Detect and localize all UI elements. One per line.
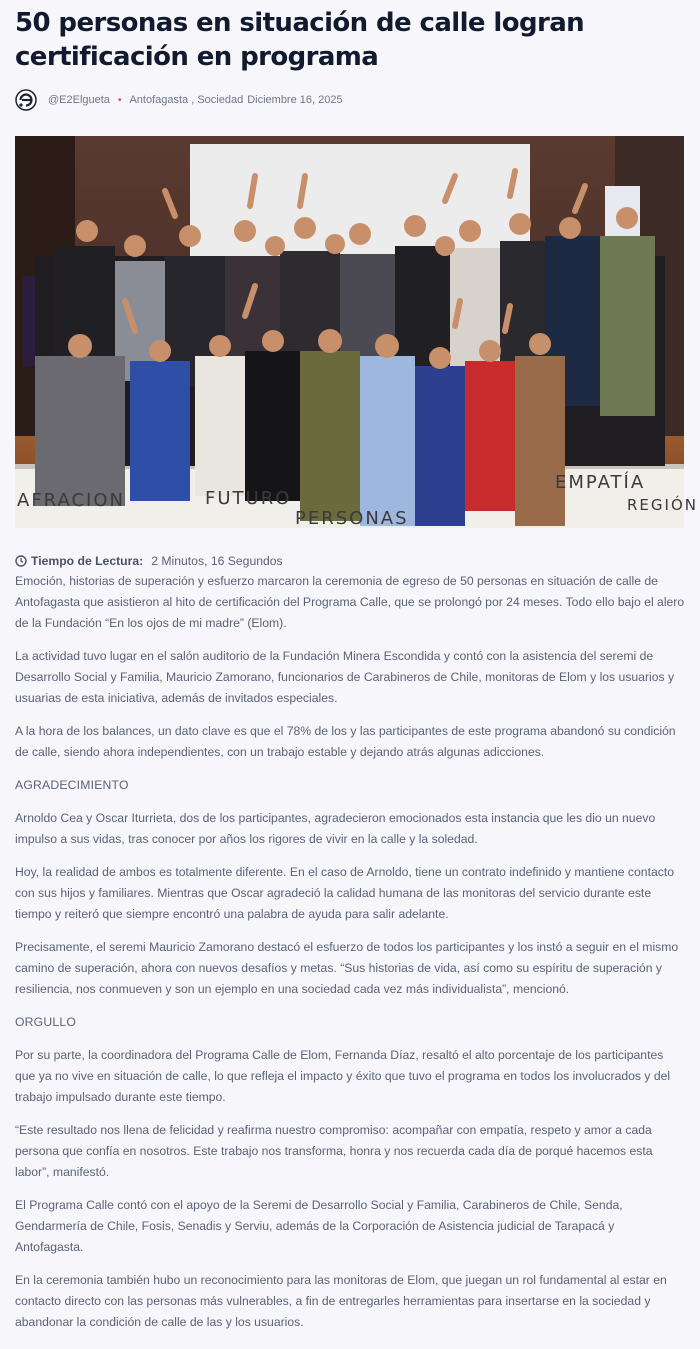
paragraph: “Este resultado nos llena de felicidad y reafirma nuestro compromiso: acompañar con empatía, respeto y amor a cada persona que confía en nosotros. Este trabajo nos transforma, honra y nos recuerda cada día de porqué hacemos esta labor”, manifestó.: [15, 1123, 653, 1179]
paragraph: El Programa Calle contó con el apoyo de la Seremi de Desarrollo Social y Familia, Carabineros de Chile, Senda, Gendarmería de Chile, Fosis, Senadis y Serviu, además de la Corporación de Asistencia judicial de Tarapacá y Antofagasta.: [15, 1198, 623, 1254]
author-link[interactable]: @E2Elgueta: [48, 94, 110, 106]
clock-icon: [15, 555, 27, 567]
article-body: [15, 571, 685, 1333]
site-logo-icon[interactable]: [15, 89, 37, 111]
reading-time-label: Tiempo de Lectura:: [31, 554, 144, 568]
paragraph: Por su parte, la coordinadora del Programa Calle de Elom, Fernanda Díaz, resaltó el alto porcentaje de los participantes que ya no vive en situación de calle, lo que refleja el impacto y éxito que tuvo el programa en todos los involucrados y del trabajo impulsado durante este tiempo.: [15, 1048, 671, 1104]
photo-banner-text: REGIÓN: [627, 496, 698, 514]
photo-banner-text: FUTURO: [205, 488, 292, 509]
reading-time: [15, 552, 685, 570]
paragraph: Arnoldo Cea y Oscar Iturrieta, dos de los participantes, agradecieron emocionados esta instancia que les dio un nuevo impulso a sus vidas, tras conocer por años los rigores de vivir en la calle y la soledad.: [15, 811, 656, 846]
article-photo: [15, 136, 698, 529]
article-meta: [15, 88, 685, 112]
article-title: 50 personas en situación de calle logran certificación en programa: [15, 8, 585, 72]
paragraph: Hoy, la realidad de ambos es totalmente diferente. En el caso de Arnoldo, tiene un contrato indefinido y mantiene contacto con sus hijos y familiares. Mientras que Oscar agradeció la calidad humana de las monitoras del servicio durante este tiempo y reiteró que siempre encontró una palabra de ayuda para salir adelante.: [15, 865, 674, 921]
paragraph: Precisamente, el seremi Mauricio Zamorano destacó el esfuerzo de todos los participantes y los instó a seguir en el mismo camino de superación, ahora con nuevos desafíos y metas. “Sus historias de vida, así como su espíritu de superación y resiliencia, nos conmueven y son un ejemplo en una sociedad cada vez más individualista”, mencionó.: [15, 940, 679, 996]
photo-banner-text: PERSONAS: [295, 508, 409, 529]
paragraph: Emoción, historias de superación y esfuerzo marcaron la ceremonia de egreso de 50 personas en situación de calle de Antofagasta que asistieron al hito de certificación del Programa Calle, que se prolongó por 24 meses. Todo ello bajo el alero de la Fundación “En los ojos de mi madre” (Elom).: [15, 574, 685, 630]
paragraph: A la hora de los balances, un dato clave es que el 78% de los y las participantes de este programa abandonó su condición de calle, siendo ahora independientes, con un trabajo estable y dejando atrás algunas adicciones.: [15, 724, 676, 759]
article-category[interactable]: Antofagasta , Sociedad: [129, 94, 244, 106]
paragraph: En la ceremonia también hubo un reconocimiento para las monitoras de Elom, que juegan un rol fundamental al estar en contacto directo con las personas más vulnerables, a fin de entregarles herramientas para insertarse en la sociedad y abandonar la condición de calle de las y los usuarios.: [15, 1273, 667, 1329]
paragraph: La actividad tuvo lugar en el salón auditorio de la Fundación Minera Escondida y contó con la asistencia del seremi de Desarrollo Social y Familia, Mauricio Zamorano, funcionarios de Carabineros de Chile, monitoras de Elom y los usuarios y usuarias de esta iniciativa, además de invitados especiales.: [15, 649, 675, 705]
reading-time-value: 2 Minutos, 16 Segundos: [151, 554, 283, 568]
article-date: Diciembre 16, 2025: [247, 94, 343, 106]
separator-dot: •: [117, 94, 122, 106]
photo-banner-text: EMPATÍA: [555, 472, 646, 493]
photo-banner-text: AFRACION: [17, 490, 125, 511]
section-heading: ORGULLO: [15, 1015, 76, 1029]
section-heading: AGRADECIMIENTO: [15, 778, 129, 792]
